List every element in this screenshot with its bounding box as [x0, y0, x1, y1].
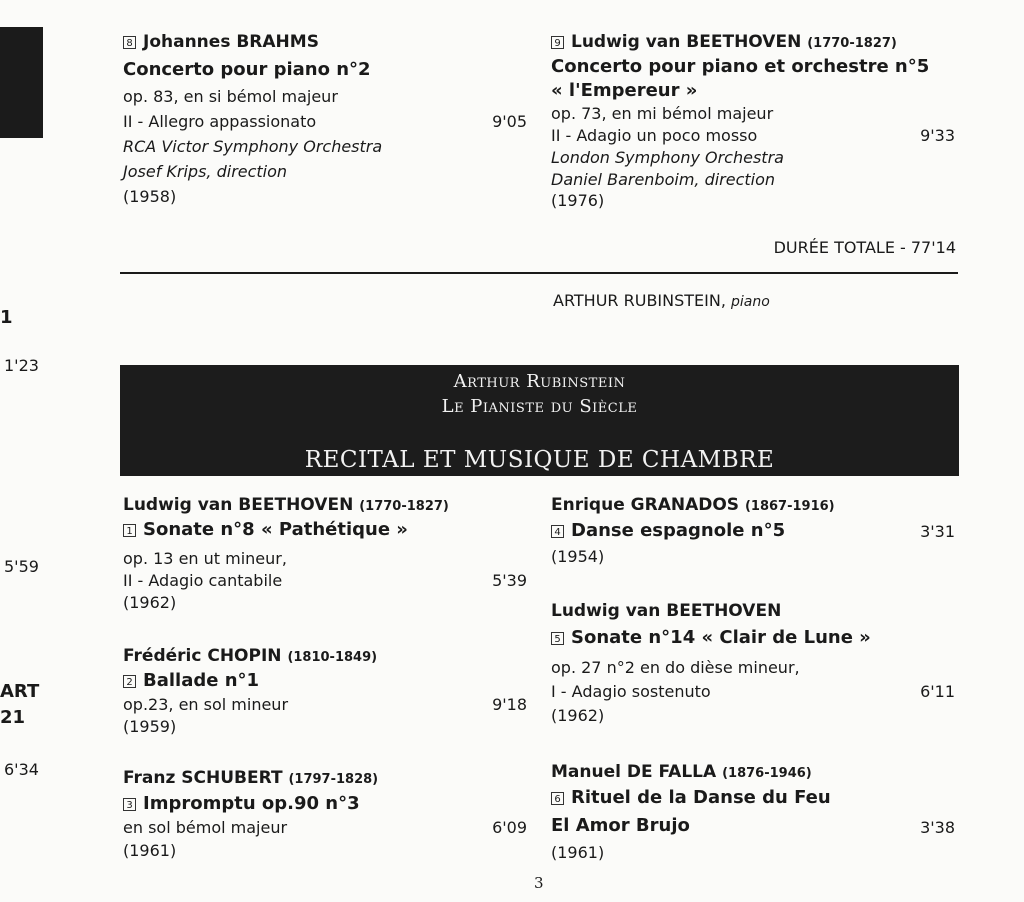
work-detail: op.23, en sol mineur — [123, 695, 289, 714]
track-number-6: 6 — [551, 792, 564, 805]
composer-chopin: Frédéric CHOPIN (1810-1849) — [123, 646, 378, 666]
movement: II - Adagio un poco mosso — [551, 126, 758, 145]
title-banner — [120, 365, 959, 476]
orchestra: RCA Victor Symphony Orchestra — [123, 137, 383, 156]
track-number-5: 5 — [551, 632, 564, 645]
margin-text-1: 1 — [0, 307, 13, 328]
margin-text-21: 21 — [0, 707, 26, 728]
work-subtitle: « l'Empereur » — [551, 80, 698, 101]
work-title: 3 Impromptu op.90 n°3 — [123, 792, 360, 816]
composer-beethoven: 9 Ludwig van BEETHOVEN (1770-1827) — [551, 31, 897, 55]
recording-year: (1962) — [551, 706, 605, 725]
margin-duration-3: 6'34 — [4, 760, 39, 779]
banner-artist: Arthur Rubinstein — [453, 371, 626, 392]
track-duration: 6'11 — [920, 682, 955, 701]
banner-title: RECITAL ET MUSIQUE DE CHAMBRE — [304, 447, 775, 473]
orchestra: London Symphony Orchestra — [551, 148, 784, 167]
composer-brahms: 8 Johannes BRAHMS — [123, 31, 319, 53]
work-title: 1 Sonate n°8 « Pathétique » — [123, 518, 408, 542]
page-number: 3 — [534, 874, 544, 892]
track-duration: 9'33 — [920, 126, 955, 145]
recording-year: (1954) — [551, 547, 605, 566]
adjacent-page-image — [0, 27, 43, 138]
banner-subtitle: Le Pianiste du Siècle — [441, 396, 638, 417]
track-duration: 3'31 — [920, 522, 955, 541]
work-detail: en sol bémol majeur — [123, 818, 288, 837]
recording-year: (1961) — [551, 843, 605, 862]
track-number-9: 9 — [551, 36, 564, 49]
composer-granados: Enrique GRANADOS (1867-1916) — [551, 495, 835, 515]
movement: II - Allegro appassionato — [123, 112, 317, 131]
work-title: Concerto pour piano et orchestre n°5 — [551, 56, 930, 77]
margin-duration-2: 5'59 — [4, 557, 39, 576]
track-number-8: 8 — [123, 36, 136, 49]
conductor: Daniel Barenboim, direction — [551, 170, 776, 189]
divider-rule — [120, 272, 958, 274]
composer-de-falla: Manuel DE FALLA (1876-1946) — [551, 762, 812, 782]
track-number-3: 3 — [123, 798, 136, 811]
track-number-2: 2 — [123, 675, 136, 688]
performer-credit: ARTHUR RUBINSTEIN, piano — [553, 291, 770, 310]
track-duration: 3'38 — [920, 818, 955, 837]
track-duration: 5'39 — [492, 571, 527, 590]
work-title: 2 Ballade n°1 — [123, 669, 259, 693]
composer-beethoven: Ludwig van BEETHOVEN — [551, 601, 782, 621]
track-number-4: 4 — [551, 525, 564, 538]
conductor: Josef Krips, direction — [123, 162, 288, 181]
work-detail: op. 73, en mi bémol majeur — [551, 104, 774, 123]
recording-year: (1959) — [123, 717, 177, 736]
track-duration: 6'09 — [492, 818, 527, 837]
work-title: Concerto pour piano n°2 — [123, 59, 371, 80]
track-duration: 9'05 — [492, 112, 527, 131]
total-duration: DURÉE TOTALE - 77'14 — [773, 238, 956, 257]
track-duration: 9'18 — [492, 695, 527, 714]
movement: I - Adagio sostenuto — [551, 682, 711, 701]
work-subtitle: El Amor Brujo — [551, 815, 690, 836]
work-title: 5 Sonate n°14 « Clair de Lune » — [551, 626, 871, 650]
recording-year: (1958) — [123, 187, 177, 206]
recording-year: (1962) — [123, 593, 177, 612]
composer-schubert: Franz SCHUBERT (1797-1828) — [123, 768, 379, 788]
movement: II - Adagio cantabile — [123, 571, 283, 590]
work-title: 6 Rituel de la Danse du Feu — [551, 786, 831, 810]
work-detail: op. 27 n°2 en do dièse mineur, — [551, 658, 800, 677]
work-detail: op. 13 en ut mineur, — [123, 549, 287, 568]
composer-beethoven: Ludwig van BEETHOVEN (1770-1827) — [123, 495, 449, 515]
recording-year: (1976) — [551, 191, 605, 210]
work-detail: op. 83, en si bémol majeur — [123, 87, 338, 106]
recording-year: (1961) — [123, 841, 177, 860]
margin-duration-1: 1'23 — [4, 356, 39, 375]
work-title: 4 Danse espagnole n°5 — [551, 519, 785, 543]
margin-text-art: ART — [0, 681, 40, 702]
track-number-1: 1 — [123, 524, 136, 537]
